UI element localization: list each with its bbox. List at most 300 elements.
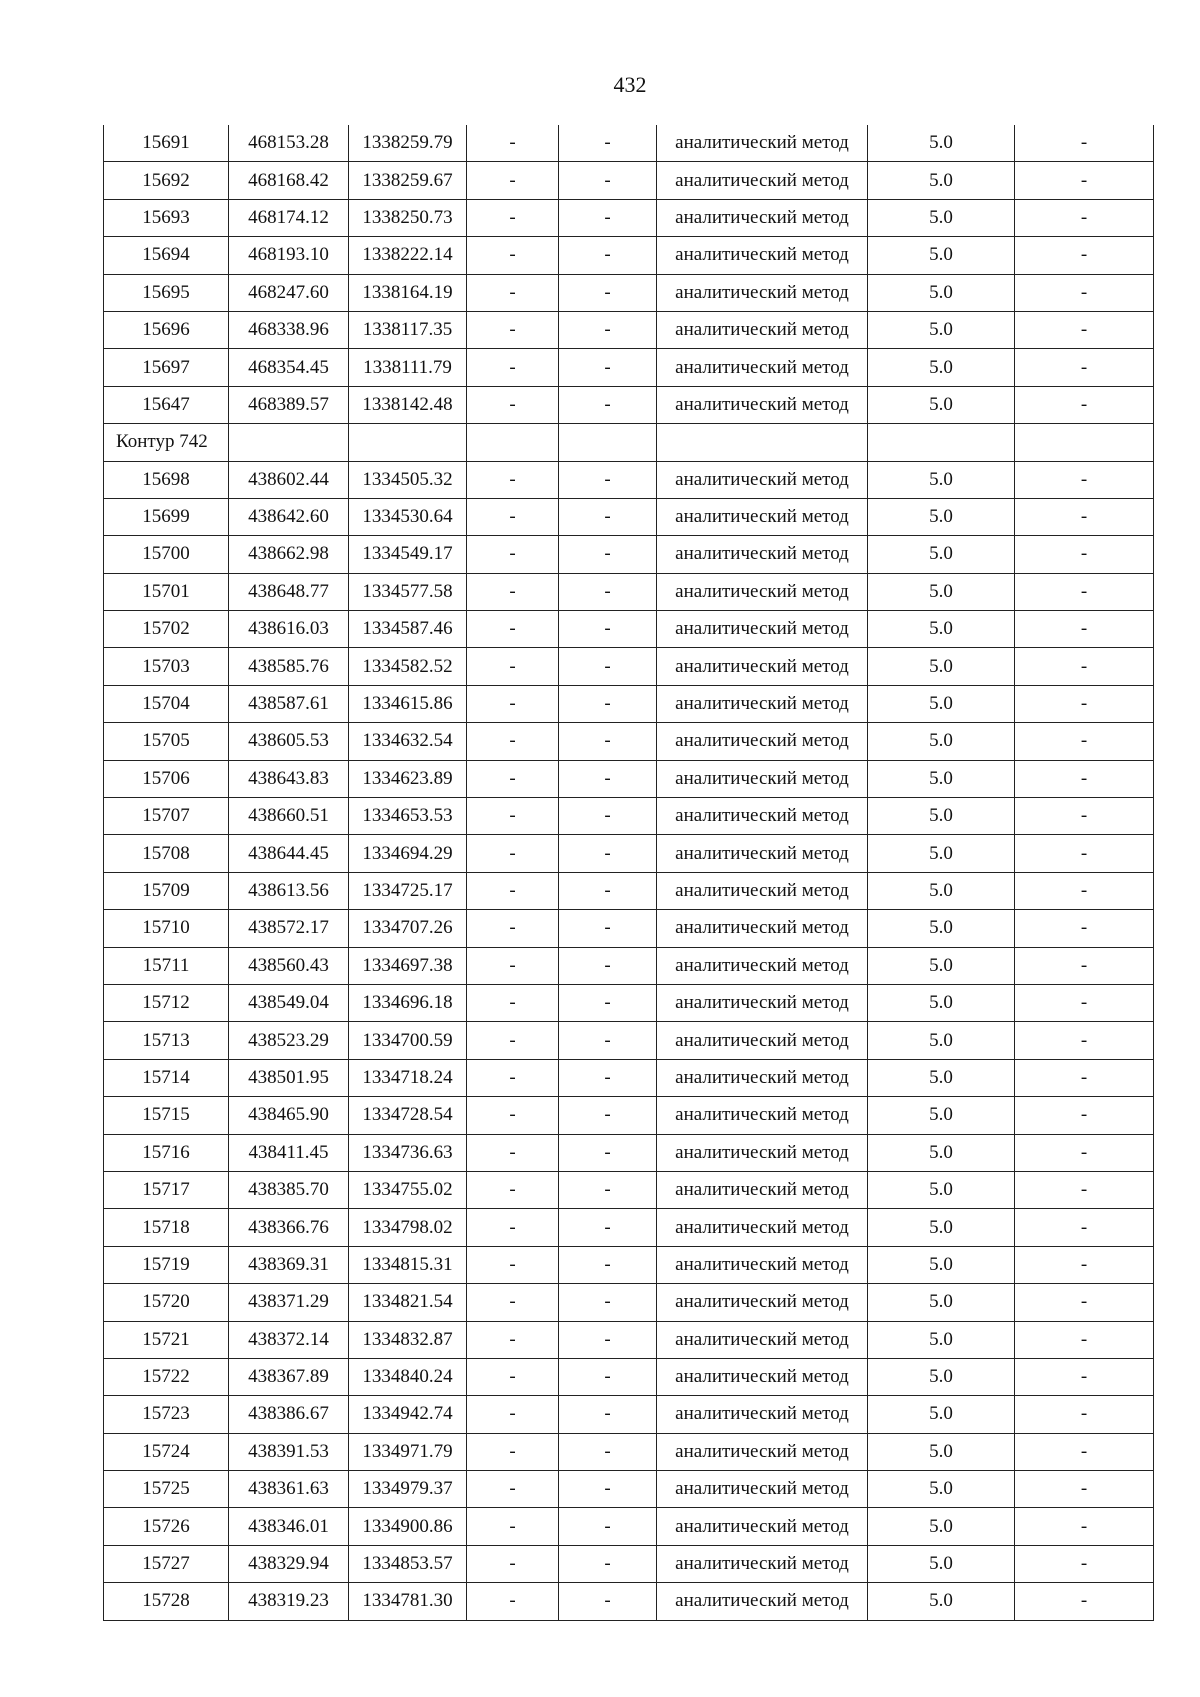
- col-4-cell: -: [467, 835, 559, 872]
- col-5-cell: -: [559, 237, 657, 274]
- table-row: [104, 461, 1154, 498]
- col-8-cell: -: [1015, 573, 1154, 610]
- method-cell: аналитический метод: [657, 1545, 868, 1582]
- point-number-cell: 15697: [104, 349, 229, 386]
- x-coordinate-cell: 438391.53: [229, 1433, 349, 1470]
- y-coordinate-cell: 1334728.54: [349, 1097, 467, 1134]
- method-cell: аналитический метод: [657, 1433, 868, 1470]
- point-number-cell: 15713: [104, 1022, 229, 1059]
- method-cell: аналитический метод: [657, 798, 868, 835]
- method-cell: аналитический метод: [657, 1134, 868, 1171]
- col-5-cell: -: [559, 611, 657, 648]
- point-number-cell: 15718: [104, 1209, 229, 1246]
- accuracy-cell: 5.0: [868, 1471, 1015, 1508]
- table-row: [104, 199, 1154, 236]
- y-coordinate-cell: 1334718.24: [349, 1059, 467, 1096]
- section-row: [104, 424, 1154, 461]
- x-coordinate-cell: 438372.14: [229, 1321, 349, 1358]
- y-coordinate-cell: 1334971.79: [349, 1433, 467, 1470]
- col-8-cell: -: [1015, 1059, 1154, 1096]
- y-coordinate-cell: 1334942.74: [349, 1396, 467, 1433]
- x-coordinate-cell: 438501.95: [229, 1059, 349, 1096]
- y-coordinate-cell: 1334821.54: [349, 1284, 467, 1321]
- point-number-cell: 15707: [104, 798, 229, 835]
- col-5-cell: -: [559, 349, 657, 386]
- x-coordinate-cell: 438560.43: [229, 947, 349, 984]
- method-cell: аналитический метод: [657, 760, 868, 797]
- method-cell: аналитический метод: [657, 461, 868, 498]
- accuracy-cell: 5.0: [868, 1545, 1015, 1582]
- method-cell: аналитический метод: [657, 573, 868, 610]
- col-8-cell: -: [1015, 349, 1154, 386]
- x-coordinate-cell: 438366.76: [229, 1209, 349, 1246]
- y-coordinate-cell: 1338222.14: [349, 237, 467, 274]
- point-number-cell: 15710: [104, 910, 229, 947]
- table-row: [104, 910, 1154, 947]
- col-5-cell: -: [559, 498, 657, 535]
- y-coordinate-cell: 1334707.26: [349, 910, 467, 947]
- x-coordinate-cell: 438369.31: [229, 1246, 349, 1283]
- y-coordinate-cell: 1334694.29: [349, 835, 467, 872]
- x-coordinate-cell: 438572.17: [229, 910, 349, 947]
- method-cell: аналитический метод: [657, 1022, 868, 1059]
- col-4-cell: -: [467, 461, 559, 498]
- accuracy-cell: 5.0: [868, 984, 1015, 1021]
- coordinates-table: [103, 125, 1154, 1621]
- col-5-cell: -: [559, 1134, 657, 1171]
- method-cell: аналитический метод: [657, 125, 868, 162]
- point-number-cell: 15703: [104, 648, 229, 685]
- table-row: [104, 685, 1154, 722]
- x-coordinate-cell: 438642.60: [229, 498, 349, 535]
- point-number-cell: 15699: [104, 498, 229, 535]
- col-5-cell: -: [559, 1246, 657, 1283]
- point-number-cell: 15647: [104, 386, 229, 423]
- point-number-cell: 15711: [104, 947, 229, 984]
- point-number-cell: 15725: [104, 1471, 229, 1508]
- x-coordinate-cell: 438361.63: [229, 1471, 349, 1508]
- col-8-cell: -: [1015, 162, 1154, 199]
- x-coordinate-cell: 468168.42: [229, 162, 349, 199]
- accuracy-cell: 5.0: [868, 1209, 1015, 1246]
- y-coordinate-cell: 1338111.79: [349, 349, 467, 386]
- method-cell: аналитический метод: [657, 237, 868, 274]
- empty-cell: [657, 424, 868, 461]
- table-body: [104, 125, 1154, 1620]
- col-8-cell: -: [1015, 1284, 1154, 1321]
- x-coordinate-cell: 438605.53: [229, 723, 349, 760]
- x-coordinate-cell: 438329.94: [229, 1545, 349, 1582]
- table-row: [104, 1134, 1154, 1171]
- col-5-cell: -: [559, 872, 657, 909]
- y-coordinate-cell: 1334577.58: [349, 573, 467, 610]
- accuracy-cell: 5.0: [868, 199, 1015, 236]
- accuracy-cell: 5.0: [868, 498, 1015, 535]
- col-4-cell: -: [467, 1134, 559, 1171]
- col-5-cell: -: [559, 835, 657, 872]
- table-row: [104, 1508, 1154, 1545]
- accuracy-cell: 5.0: [868, 1284, 1015, 1321]
- accuracy-cell: 5.0: [868, 872, 1015, 909]
- col-8-cell: -: [1015, 872, 1154, 909]
- col-4-cell: -: [467, 1321, 559, 1358]
- method-cell: аналитический метод: [657, 872, 868, 909]
- col-4-cell: -: [467, 611, 559, 648]
- col-8-cell: -: [1015, 1246, 1154, 1283]
- y-coordinate-cell: 1338117.35: [349, 311, 467, 348]
- y-coordinate-cell: 1334781.30: [349, 1583, 467, 1620]
- x-coordinate-cell: 438648.77: [229, 573, 349, 610]
- point-number-cell: 15702: [104, 611, 229, 648]
- accuracy-cell: 5.0: [868, 760, 1015, 797]
- point-number-cell: 15719: [104, 1246, 229, 1283]
- method-cell: аналитический метод: [657, 274, 868, 311]
- point-number-cell: 15706: [104, 760, 229, 797]
- point-number-cell: 15722: [104, 1358, 229, 1395]
- table-row: [104, 1321, 1154, 1358]
- table-row: [104, 1583, 1154, 1620]
- accuracy-cell: 5.0: [868, 1508, 1015, 1545]
- table-row: [104, 723, 1154, 760]
- col-8-cell: -: [1015, 274, 1154, 311]
- point-number-cell: 15712: [104, 984, 229, 1021]
- col-8-cell: -: [1015, 536, 1154, 573]
- col-5-cell: -: [559, 798, 657, 835]
- method-cell: аналитический метод: [657, 1358, 868, 1395]
- accuracy-cell: 5.0: [868, 947, 1015, 984]
- method-cell: аналитический метод: [657, 1471, 868, 1508]
- accuracy-cell: 5.0: [868, 1358, 1015, 1395]
- accuracy-cell: 5.0: [868, 125, 1015, 162]
- method-cell: аналитический метод: [657, 685, 868, 722]
- x-coordinate-cell: 438585.76: [229, 648, 349, 685]
- col-8-cell: -: [1015, 1022, 1154, 1059]
- accuracy-cell: 5.0: [868, 1097, 1015, 1134]
- col-5-cell: -: [559, 386, 657, 423]
- col-4-cell: -: [467, 125, 559, 162]
- col-8-cell: -: [1015, 984, 1154, 1021]
- col-5-cell: -: [559, 1396, 657, 1433]
- y-coordinate-cell: 1334755.02: [349, 1171, 467, 1208]
- col-8-cell: -: [1015, 947, 1154, 984]
- col-8-cell: -: [1015, 311, 1154, 348]
- empty-cell: [559, 424, 657, 461]
- table-row: [104, 835, 1154, 872]
- x-coordinate-cell: 468153.28: [229, 125, 349, 162]
- col-8-cell: -: [1015, 648, 1154, 685]
- y-coordinate-cell: 1334549.17: [349, 536, 467, 573]
- table-row: [104, 1059, 1154, 1096]
- y-coordinate-cell: 1334615.86: [349, 685, 467, 722]
- col-5-cell: -: [559, 1022, 657, 1059]
- x-coordinate-cell: 438644.45: [229, 835, 349, 872]
- accuracy-cell: 5.0: [868, 835, 1015, 872]
- col-4-cell: -: [467, 648, 559, 685]
- col-5-cell: -: [559, 1433, 657, 1470]
- y-coordinate-cell: 1334623.89: [349, 760, 467, 797]
- y-coordinate-cell: 1334798.02: [349, 1209, 467, 1246]
- y-coordinate-cell: 1334900.86: [349, 1508, 467, 1545]
- col-5-cell: -: [559, 947, 657, 984]
- x-coordinate-cell: 438643.83: [229, 760, 349, 797]
- accuracy-cell: 5.0: [868, 536, 1015, 573]
- x-coordinate-cell: 468354.45: [229, 349, 349, 386]
- method-cell: аналитический метод: [657, 1171, 868, 1208]
- point-number-cell: 15700: [104, 536, 229, 573]
- point-number-cell: 15705: [104, 723, 229, 760]
- col-5-cell: -: [559, 723, 657, 760]
- col-4-cell: -: [467, 1508, 559, 1545]
- y-coordinate-cell: 1338142.48: [349, 386, 467, 423]
- col-5-cell: -: [559, 1471, 657, 1508]
- table-row: [104, 648, 1154, 685]
- table-row: [104, 1097, 1154, 1134]
- col-8-cell: -: [1015, 1358, 1154, 1395]
- accuracy-cell: 5.0: [868, 311, 1015, 348]
- col-5-cell: -: [559, 1508, 657, 1545]
- col-5-cell: -: [559, 162, 657, 199]
- point-number-cell: 15714: [104, 1059, 229, 1096]
- method-cell: аналитический метод: [657, 498, 868, 535]
- col-4-cell: -: [467, 1059, 559, 1096]
- col-4-cell: -: [467, 1284, 559, 1321]
- point-number-cell: 15724: [104, 1433, 229, 1470]
- col-4-cell: -: [467, 910, 559, 947]
- point-number-cell: 15720: [104, 1284, 229, 1321]
- col-5-cell: -: [559, 311, 657, 348]
- col-8-cell: -: [1015, 910, 1154, 947]
- accuracy-cell: 5.0: [868, 1583, 1015, 1620]
- y-coordinate-cell: 1334697.38: [349, 947, 467, 984]
- table-row: [104, 984, 1154, 1021]
- col-8-cell: -: [1015, 1508, 1154, 1545]
- point-number-cell: 15726: [104, 1508, 229, 1545]
- method-cell: аналитический метод: [657, 648, 868, 685]
- col-5-cell: -: [559, 461, 657, 498]
- col-4-cell: -: [467, 237, 559, 274]
- col-4-cell: -: [467, 984, 559, 1021]
- col-4-cell: -: [467, 349, 559, 386]
- table-row: [104, 1246, 1154, 1283]
- accuracy-cell: 5.0: [868, 1433, 1015, 1470]
- point-number-cell: 15701: [104, 573, 229, 610]
- table-row: [104, 1433, 1154, 1470]
- accuracy-cell: 5.0: [868, 910, 1015, 947]
- method-cell: аналитический метод: [657, 386, 868, 423]
- point-number-cell: 15716: [104, 1134, 229, 1171]
- accuracy-cell: 5.0: [868, 1171, 1015, 1208]
- y-coordinate-cell: 1334530.64: [349, 498, 467, 535]
- col-5-cell: -: [559, 536, 657, 573]
- col-4-cell: -: [467, 760, 559, 797]
- accuracy-cell: 5.0: [868, 274, 1015, 311]
- col-8-cell: -: [1015, 1321, 1154, 1358]
- accuracy-cell: 5.0: [868, 162, 1015, 199]
- col-5-cell: -: [559, 1097, 657, 1134]
- method-cell: аналитический метод: [657, 1321, 868, 1358]
- accuracy-cell: 5.0: [868, 611, 1015, 648]
- y-coordinate-cell: 1338259.67: [349, 162, 467, 199]
- x-coordinate-cell: 438371.29: [229, 1284, 349, 1321]
- method-cell: аналитический метод: [657, 311, 868, 348]
- x-coordinate-cell: 438602.44: [229, 461, 349, 498]
- col-8-cell: -: [1015, 386, 1154, 423]
- y-coordinate-cell: 1334832.87: [349, 1321, 467, 1358]
- page-number: 432: [613, 72, 647, 97]
- table-row: [104, 311, 1154, 348]
- accuracy-cell: 5.0: [868, 1246, 1015, 1283]
- empty-cell: [349, 424, 467, 461]
- y-coordinate-cell: 1334505.32: [349, 461, 467, 498]
- col-8-cell: -: [1015, 498, 1154, 535]
- x-coordinate-cell: 438385.70: [229, 1171, 349, 1208]
- table-row: [104, 947, 1154, 984]
- accuracy-cell: 5.0: [868, 573, 1015, 610]
- x-coordinate-cell: 438523.29: [229, 1022, 349, 1059]
- col-4-cell: -: [467, 1471, 559, 1508]
- col-4-cell: -: [467, 199, 559, 236]
- method-cell: аналитический метод: [657, 723, 868, 760]
- table-row: [104, 1358, 1154, 1395]
- col-4-cell: -: [467, 1433, 559, 1470]
- method-cell: аналитический метод: [657, 1508, 868, 1545]
- col-8-cell: -: [1015, 723, 1154, 760]
- x-coordinate-cell: 438613.56: [229, 872, 349, 909]
- accuracy-cell: 5.0: [868, 1396, 1015, 1433]
- table-row: [104, 274, 1154, 311]
- x-coordinate-cell: 438616.03: [229, 611, 349, 648]
- method-cell: аналитический метод: [657, 835, 868, 872]
- method-cell: аналитический метод: [657, 611, 868, 648]
- method-cell: аналитический метод: [657, 199, 868, 236]
- x-coordinate-cell: 438386.67: [229, 1396, 349, 1433]
- col-8-cell: -: [1015, 237, 1154, 274]
- method-cell: аналитический метод: [657, 536, 868, 573]
- table-row: [104, 1022, 1154, 1059]
- col-8-cell: -: [1015, 1209, 1154, 1246]
- col-4-cell: -: [467, 536, 559, 573]
- col-4-cell: -: [467, 1246, 559, 1283]
- x-coordinate-cell: 468193.10: [229, 237, 349, 274]
- col-4-cell: -: [467, 386, 559, 423]
- col-5-cell: -: [559, 573, 657, 610]
- col-5-cell: -: [559, 199, 657, 236]
- table-row: [104, 798, 1154, 835]
- col-5-cell: -: [559, 1358, 657, 1395]
- table-row: [104, 1171, 1154, 1208]
- x-coordinate-cell: 438587.61: [229, 685, 349, 722]
- col-4-cell: -: [467, 498, 559, 535]
- col-4-cell: -: [467, 1358, 559, 1395]
- point-number-cell: 15728: [104, 1583, 229, 1620]
- x-coordinate-cell: 438660.51: [229, 798, 349, 835]
- col-5-cell: -: [559, 760, 657, 797]
- table-row: [104, 611, 1154, 648]
- x-coordinate-cell: 438662.98: [229, 536, 349, 573]
- point-number-cell: 15717: [104, 1171, 229, 1208]
- table-row: [104, 573, 1154, 610]
- col-8-cell: -: [1015, 125, 1154, 162]
- x-coordinate-cell: 468389.57: [229, 386, 349, 423]
- col-8-cell: -: [1015, 760, 1154, 797]
- y-coordinate-cell: 1334632.54: [349, 723, 467, 760]
- col-5-cell: -: [559, 1284, 657, 1321]
- accuracy-cell: 5.0: [868, 723, 1015, 760]
- col-8-cell: -: [1015, 798, 1154, 835]
- table-row: [104, 1545, 1154, 1582]
- point-number-cell: 15715: [104, 1097, 229, 1134]
- col-5-cell: -: [559, 1209, 657, 1246]
- y-coordinate-cell: 1334696.18: [349, 984, 467, 1021]
- point-number-cell: 15692: [104, 162, 229, 199]
- col-8-cell: -: [1015, 685, 1154, 722]
- col-4-cell: -: [467, 274, 559, 311]
- col-4-cell: -: [467, 1396, 559, 1433]
- col-8-cell: -: [1015, 611, 1154, 648]
- x-coordinate-cell: 438367.89: [229, 1358, 349, 1395]
- col-5-cell: -: [559, 910, 657, 947]
- accuracy-cell: 5.0: [868, 237, 1015, 274]
- col-5-cell: -: [559, 1583, 657, 1620]
- y-coordinate-cell: 1334582.52: [349, 648, 467, 685]
- method-cell: аналитический метод: [657, 910, 868, 947]
- x-coordinate-cell: 438411.45: [229, 1134, 349, 1171]
- y-coordinate-cell: 1334587.46: [349, 611, 467, 648]
- x-coordinate-cell: 468338.96: [229, 311, 349, 348]
- x-coordinate-cell: 438346.01: [229, 1508, 349, 1545]
- col-5-cell: -: [559, 1059, 657, 1096]
- y-coordinate-cell: 1334815.31: [349, 1246, 467, 1283]
- col-5-cell: -: [559, 984, 657, 1021]
- table-row: [104, 1396, 1154, 1433]
- table-row: [104, 536, 1154, 573]
- col-8-cell: -: [1015, 199, 1154, 236]
- col-4-cell: -: [467, 1022, 559, 1059]
- method-cell: аналитический метод: [657, 1059, 868, 1096]
- y-coordinate-cell: 1334840.24: [349, 1358, 467, 1395]
- accuracy-cell: 5.0: [868, 1134, 1015, 1171]
- table-row: [104, 1209, 1154, 1246]
- col-4-cell: -: [467, 1097, 559, 1134]
- empty-cell: [467, 424, 559, 461]
- col-5-cell: -: [559, 648, 657, 685]
- col-4-cell: -: [467, 162, 559, 199]
- accuracy-cell: 5.0: [868, 1022, 1015, 1059]
- point-number-cell: 15704: [104, 685, 229, 722]
- x-coordinate-cell: 438549.04: [229, 984, 349, 1021]
- col-5-cell: -: [559, 125, 657, 162]
- y-coordinate-cell: 1338259.79: [349, 125, 467, 162]
- section-label: Контур 742: [104, 424, 229, 461]
- col-5-cell: -: [559, 274, 657, 311]
- table-row: [104, 498, 1154, 535]
- table-row: [104, 1471, 1154, 1508]
- col-8-cell: -: [1015, 1396, 1154, 1433]
- col-5-cell: -: [559, 685, 657, 722]
- table-row: [104, 872, 1154, 909]
- y-coordinate-cell: 1334853.57: [349, 1545, 467, 1582]
- accuracy-cell: 5.0: [868, 1321, 1015, 1358]
- x-coordinate-cell: 468174.12: [229, 199, 349, 236]
- y-coordinate-cell: 1338250.73: [349, 199, 467, 236]
- empty-cell: [868, 424, 1015, 461]
- y-coordinate-cell: 1334700.59: [349, 1022, 467, 1059]
- x-coordinate-cell: 438319.23: [229, 1583, 349, 1620]
- col-4-cell: -: [467, 947, 559, 984]
- method-cell: аналитический метод: [657, 1209, 868, 1246]
- col-8-cell: -: [1015, 1097, 1154, 1134]
- point-number-cell: 15721: [104, 1321, 229, 1358]
